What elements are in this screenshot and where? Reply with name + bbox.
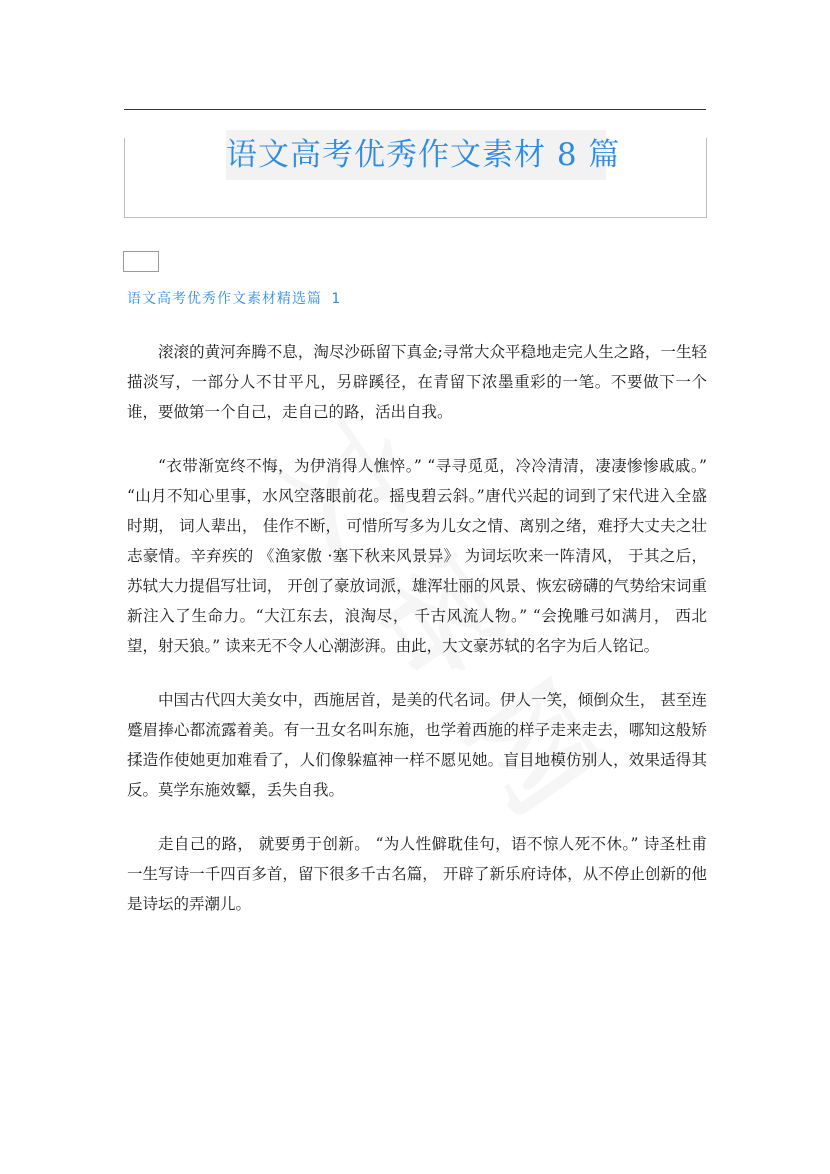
paragraph: 滚滚的黄河奔腾不息，淘尽沙砾留下真金;寻常大众平稳地走完人生之路，一生轻描淡写，一部分人不甘平凡，另辟蹊径，在青留下浓墨重彩的一笔。不要做下一个谁，要做第一个自己，走自己的路，活出自我。 xyxy=(127,343,707,421)
article-body xyxy=(127,337,707,943)
paragraph: 走自己的路， 就要勇于创新。 “为人性僻耽佳句，语不惊人死不休。” 诗圣杜甫一生写诗一千四百多首，留下很多千古名篇， 开辟了新乐府诗体，从不停止创新的他是诗坛的弄潮儿。 xyxy=(127,835,707,913)
paragraph: 中国古代四大美女中，西施居首，是美的代名词。伊人一笑，倾倒众生， 甚至连蹙眉捧心都流露着美。有一丑女名叫东施，也学着西施的样子走来走去，哪知这般矫揉造作使她更加难看了，人们像躲瘟神一样不愿见她。盲目地模仿别人，效果适得其反。莫学东施效颦，丢失自我。 xyxy=(127,691,707,799)
section-heading: 语文高考优秀作文素材精选篇 1 xyxy=(127,291,341,307)
header-rule xyxy=(124,109,706,110)
empty-table-cell xyxy=(123,251,159,272)
document-title: 语文高考优秀作文素材 8 篇 xyxy=(226,137,621,173)
paragraph: “衣带渐宽终不悔，为伊消得人憔悴。” “寻寻觅觅，冷冷清清，凄凄惨惨戚戚。” “山月不知心里事，水风空落眼前花。摇曳碧云斜。”唐代兴起的词到了宋代进入全盛时期， 词人辈出， 佳作不断， 可惜所写多为儿女之情、离别之绪，难抒大丈夫之壮志豪情。辛弃疾的 《渔家傲 ·塞下秋来风景异》 为词坛吹来一阵清风， 于其之后，苏轼大力提倡写壮词， 开创了豪放词派，雄浑壮丽的风景、恢宏磅礴的气势给宋词重新注入了生命力。“大江东去，浪淘尽， 千古风流人物。” “会挽雕弓如满月， 西北望，射天狼。” 读来无不令人心潮澎湃。由此，大文豪苏轼的名字为后人铭记。 xyxy=(127,457,707,655)
